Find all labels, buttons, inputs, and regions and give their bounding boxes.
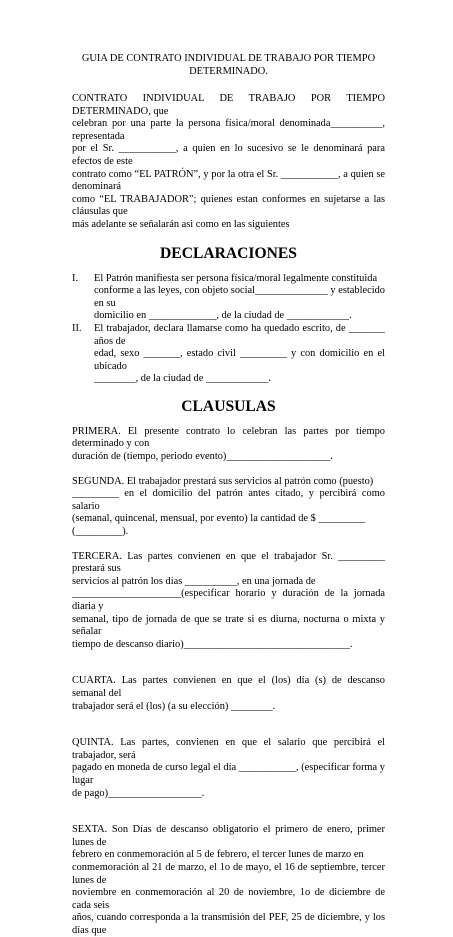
clausula-line: tiempo de descanso diario)________________________________. <box>72 638 353 650</box>
clausula-line: TERCERA. Las partes convienen en que el trabajador Sr. _________ prestará sus <box>72 550 385 575</box>
declaracion-line: El trabajador, declara llamarse como ha quedado escrito, de _______ años de <box>94 322 385 347</box>
intro-line: como “EL TRABAJADOR”; quienes estan conformes en sujetarse a las cláusulas que <box>72 193 385 218</box>
title-line: DETERMINADO. <box>189 66 268 77</box>
contract-page <box>72 52 385 937</box>
clausula-line: SEXTA. Son Días de descanso obligatorio el primero de enero, primer lunes de <box>72 824 385 848</box>
declaracion-line: edad, sexo _______, estado civil _________ y con domicilio en el ubicado <box>94 348 385 372</box>
intro-line: más adelante se señalarán asi como en las siguientes <box>72 218 290 230</box>
clausulas-heading: CLAUSULAS <box>181 397 276 415</box>
clausula-line: CUARTA. Las partes convienen en que el (los) día (s) de descanso semanal del <box>72 675 385 699</box>
clausula-line: (_________). <box>72 526 129 538</box>
intro-line: contrato como “EL PATRÓN”, y por la otra el Sr. ___________, a quien se denominará <box>72 168 385 193</box>
declaracion-number: I. <box>72 272 79 284</box>
declaracion-item <box>72 323 385 386</box>
clausula-line: febrero en conmemoración al 5 de febrero, el tercer lunes de marzo en <box>72 849 364 861</box>
intro-line: CONTRATO INDIVIDUAL DE TRABAJO POR TIEMPO DETERMINADO, que <box>72 93 385 117</box>
clausula-line: noviembre en conmemoración al 20 de noviembre, 1o de diciembre de cada seis <box>72 887 385 911</box>
declaracion-line: ________, de la ciudad de ____________. <box>94 373 271 385</box>
declaracion-text <box>94 323 385 386</box>
title-line: GUIA DE CONTRATO INDIVIDUAL DE TRABAJO POR TIEMPO <box>81 53 376 64</box>
clausula-line: de pago)__________________. <box>72 787 205 799</box>
clausula-line: pagado en moneda de curso legal el día ___________, (especificar forma y lugar <box>72 762 385 786</box>
clausula-tercera <box>72 551 385 652</box>
intro-paragraph <box>72 93 385 232</box>
clausula-line: PRIMERA. El presente contrato lo celebran las partes por tiempo determinado y con <box>72 425 385 450</box>
declaraciones-heading: DECLARACIONES <box>160 244 297 262</box>
intro-line: por el Sr. ___________, a quien en lo sucesivo se le denominará para efectos de este <box>72 143 385 167</box>
clausula-quinta <box>72 737 385 800</box>
clausula-line: servicios al patrón los días __________, en una jornada de <box>72 575 316 587</box>
clausula-sexta <box>72 824 385 937</box>
intro-line: celebran por una parte la persona física/moral denominada__________, representada <box>72 118 385 142</box>
clausula-line: duración de (tiempo, periodo evento)____________________. <box>72 451 333 463</box>
clausula-line: _____________________(especificar horario y duración de la jornada diaria y <box>72 588 385 612</box>
declaracion-number: II. <box>72 322 82 334</box>
document-title <box>72 52 385 78</box>
clausula-line: _________ en el domicilio del patrón antes citado, y percibirá como salario <box>72 488 385 512</box>
clausula-line: QUINTA. Las partes, convienen en que el salario que percibirá el trabajador, será <box>72 737 385 761</box>
declaracion-line: El Patrón manifiesta ser persona física/moral legalmente constituida <box>94 272 378 284</box>
declaracion-line: domicilio en _____________, de la ciudad de ____________. <box>94 310 352 322</box>
declaracion-line: conforme a las leyes, con objeto social______________ y establecido en su <box>94 285 385 309</box>
clausula-line: (semanal, quincenal, mensual, por evento) la cantidad de $ _________ <box>72 513 366 525</box>
declaraciones-list <box>72 273 385 386</box>
clausula-cuarta <box>72 675 385 713</box>
clausula-line: conmemoración al 21 de marzo, el 1o de mayo, el 16 de septiembre, tercer lunes de <box>72 861 385 886</box>
declaracion-text <box>94 273 385 323</box>
clausula-line: años, cuando corresponda a la transmisión del PEF, 25 de diciembre, y los días que <box>72 912 385 936</box>
clausula-segunda <box>72 476 385 539</box>
clausula-primera <box>72 426 385 464</box>
declaracion-item <box>72 273 385 323</box>
clausula-line: trabajador será el (los) (a su elección) ________. <box>72 700 276 712</box>
clausula-line: semanal, tipo de jornada de que se trate si es diurna, nocturna o mixta y señalar <box>72 613 385 638</box>
clausula-line: SEGUNDA. El trabajador prestará sus servicios al patrón como (puesto) <box>72 475 374 487</box>
